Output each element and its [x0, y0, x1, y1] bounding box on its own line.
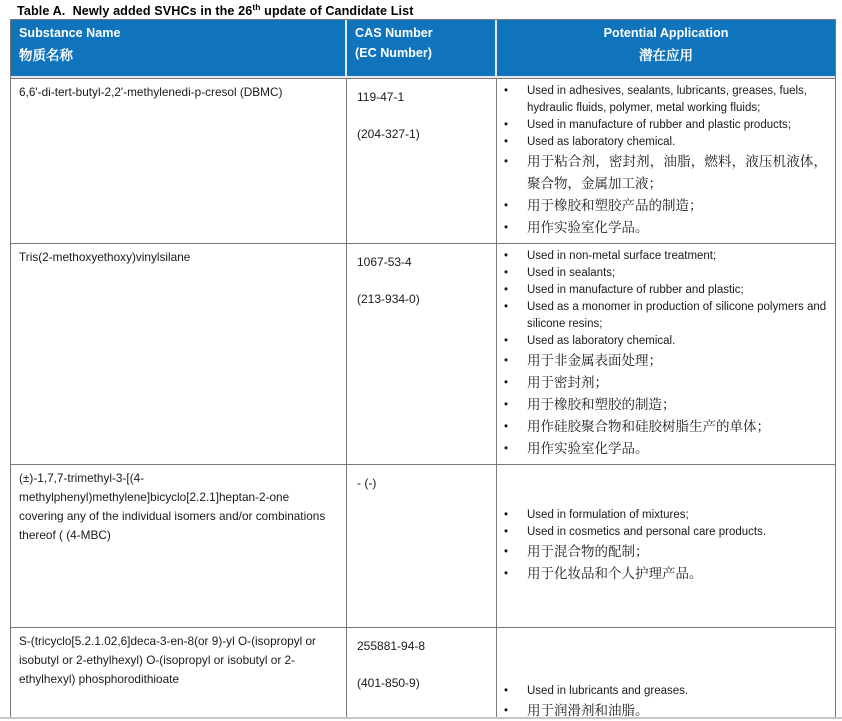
application-item — [497, 282, 829, 299]
bullet-icon: • — [504, 568, 509, 580]
bullet-icon: • — [504, 546, 509, 558]
table-title — [17, 2, 414, 18]
bullet-icon: • — [504, 200, 509, 212]
table-row — [11, 465, 835, 628]
application-item — [497, 195, 829, 217]
application-item — [497, 683, 829, 700]
application-text: 用于粘合剂，密封剂，油脂，燃料，液压机液体，聚合物，金属加工液； — [527, 154, 827, 191]
substance-name: Tris(2-methoxyethoxy)vinylsilane — [19, 250, 191, 264]
substance-name-cell — [11, 244, 347, 465]
bullet-icon: • — [504, 705, 509, 717]
application-item — [497, 333, 829, 350]
application-cell — [497, 78, 835, 244]
header-substance-name-en: Substance Name — [19, 26, 121, 40]
application-text: Used in sealants; — [527, 267, 616, 279]
bullet-icon: • — [504, 136, 509, 148]
bullet-icon: • — [504, 85, 509, 97]
application-item — [497, 83, 829, 117]
application-text: Used in adhesives, sealants, lubricants, greases, fuels, hydraulic fluids, polymer, metal working fluids; — [527, 85, 807, 114]
application-item — [497, 524, 829, 541]
application-text: 用于非金属表面处理； — [527, 353, 662, 368]
application-text: 用作硅胶聚合物和硅胶树脂生产的单体； — [527, 419, 770, 434]
bullet-icon: • — [504, 301, 509, 313]
bullet-icon: • — [504, 156, 509, 168]
bullet-icon: • — [504, 250, 509, 262]
application-text: Used as a monomer in production of silicone polymers and silicone resins; — [527, 301, 827, 330]
header-row — [11, 20, 835, 78]
ec-number: (213-934-0) — [357, 292, 420, 306]
bullet-icon: • — [504, 399, 509, 411]
bullet-icon: • — [504, 509, 509, 521]
bullet-icon: • — [504, 267, 509, 279]
table-row — [11, 244, 835, 465]
bullet-icon: • — [504, 355, 509, 367]
svhc-table-container — [10, 19, 836, 717]
application-text: Used in lubricants and greases. — [527, 685, 689, 697]
application-item — [497, 151, 829, 195]
bullet-icon: • — [504, 526, 509, 538]
bullet-icon: • — [504, 284, 509, 296]
application-list — [497, 683, 829, 717]
table-body — [11, 78, 835, 717]
bullet-icon: • — [504, 443, 509, 455]
cas-number: - (-) — [357, 476, 377, 490]
application-text: Used in non-metal surface treatment; — [527, 250, 717, 262]
table-title-text: Table A. Newly added SVHCs in the 26 — [17, 4, 253, 19]
header-substance-name — [11, 20, 347, 78]
substance-name: S-(tricyclo[5.2.1.02,6]deca-3-en-8(or 9)-yl O-(isopropyl or isobutyl or 2-ethylhexyl) O-(isopropyl or isobutyl or 2-ethylhexyl) phosphorodithioate — [19, 634, 316, 686]
application-cell — [497, 465, 835, 628]
application-text: 用于密封剂； — [527, 375, 608, 390]
application-cell — [497, 244, 835, 465]
substance-name: 6,6'-di-tert-butyl-2,2'-methylenedi-p-cresol (DBMC) — [19, 85, 283, 99]
cas-number-cell — [347, 244, 497, 465]
cas-number-cell — [347, 78, 497, 244]
header-cas-number — [347, 20, 497, 78]
header-cas-number-line1: CAS Number — [355, 26, 433, 40]
application-item — [497, 416, 829, 438]
application-text: Used in formulation of mixtures; — [527, 509, 689, 521]
substance-name-cell — [11, 628, 347, 717]
cas-number: 255881-94-8 — [357, 639, 426, 653]
application-item — [497, 563, 829, 585]
application-item — [497, 700, 829, 717]
application-item — [497, 372, 829, 394]
substance-name: (±)-1,7,7-trimethyl-3-[(4-methylphenyl)methylene]bicyclo[2.2.1]heptan-2-one covering any of the individual isomers and/or combinations thereof ( (4-MBC) — [19, 471, 326, 542]
application-item — [497, 117, 829, 134]
ec-number: (204-327-1) — [357, 127, 420, 141]
header-potential-application-zh: 潜在应用 — [639, 48, 693, 63]
cas-number-cell — [347, 628, 497, 717]
header-potential-application — [497, 20, 835, 78]
header-ec-number-line2: (EC Number) — [355, 46, 432, 60]
bullet-icon: • — [504, 222, 509, 234]
application-text: 用于混合物的配制； — [527, 544, 649, 559]
bullet-icon: • — [504, 421, 509, 433]
application-item — [497, 248, 829, 265]
application-list — [497, 83, 829, 239]
table-row — [11, 628, 835, 717]
application-text: 用于化妆品和个人护理产品。 — [527, 566, 703, 581]
application-item — [497, 217, 829, 239]
application-item — [497, 299, 829, 333]
application-list — [497, 507, 829, 585]
header-potential-application-en: Potential Application — [603, 26, 729, 40]
application-text: Used in manufacture of rubber and plastic; — [527, 284, 744, 296]
application-list — [497, 248, 829, 460]
bullet-icon: • — [504, 119, 509, 131]
application-text: 用于润滑剂和油脂。 — [527, 703, 649, 717]
table-title-suffix: update of Candidate List — [260, 4, 414, 19]
substance-name-cell — [11, 78, 347, 244]
application-item — [497, 394, 829, 416]
application-text: 用作实验室化学品。 — [527, 441, 649, 456]
ec-number: (401-850-9) — [357, 676, 420, 690]
cas-number-cell — [347, 465, 497, 628]
application-text: 用作实验室化学品。 — [527, 220, 649, 235]
application-item — [497, 507, 829, 524]
page-bottom-edge — [0, 717, 842, 719]
cas-number: 1067-53-4 — [357, 255, 412, 269]
cas-number: 119-47-1 — [357, 90, 405, 104]
application-item — [497, 350, 829, 372]
table-title-superscript: th — [252, 2, 261, 12]
application-cell — [497, 628, 835, 717]
bullet-icon: • — [504, 335, 509, 347]
application-text: 用于橡胶和塑胶产品的制造； — [527, 198, 703, 213]
bullet-icon: • — [504, 685, 509, 697]
application-item — [497, 438, 829, 460]
application-item — [497, 541, 829, 563]
application-text: Used as laboratory chemical. — [527, 335, 676, 347]
header-substance-name-zh: 物质名称 — [19, 48, 73, 63]
svhc-table — [11, 20, 835, 717]
substance-name-cell — [11, 465, 347, 628]
table-row — [11, 78, 835, 244]
application-text: Used in cosmetics and personal care products. — [527, 526, 767, 538]
application-item — [497, 265, 829, 282]
application-item — [497, 134, 829, 151]
application-text: Used in manufacture of rubber and plastic products; — [527, 119, 792, 131]
application-text: 用于橡胶和塑胶的制造； — [527, 397, 676, 412]
application-text: Used as laboratory chemical. — [527, 136, 676, 148]
bullet-icon: • — [504, 377, 509, 389]
